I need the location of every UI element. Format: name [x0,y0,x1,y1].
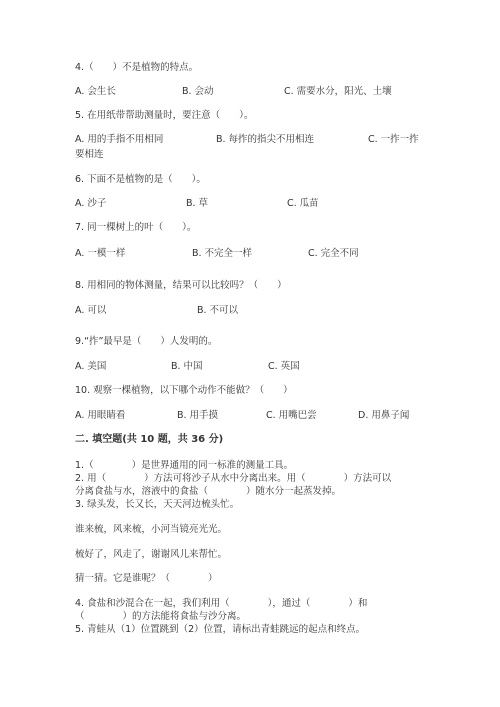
fill-q3-line3: 梳好了，风走了，谢谢风儿来帮忙。 [75,549,228,560]
q4-option-b: B. 会动 [182,86,214,97]
q5-option-c-continued: 要相连 [75,149,104,160]
q8-option-a: A. 可以 [75,305,107,316]
q6-option-b: B. 草 [186,198,209,209]
q7-option-b: B. 不完全一样 [192,248,253,259]
q9-option-b: B. 中国 [171,361,203,372]
q5-option-a: A. 用的手指不用相同 [75,134,164,145]
q10-option-a: A. 用眼睛看 [75,410,126,421]
q4-stem: 4.（ ）不是植物的特点。 [75,62,199,73]
q6-option-c: C. 瓜苗 [287,198,319,209]
fill-q3-line4: 猜一猜。它是谁呢？（ ） [75,573,218,584]
fill-q3-line1: 3. 绿头发，长又长，天天河边梳头忙。 [75,499,240,510]
fill-q4-line1: 4. 食盐和沙混合在一起，我们利用（ ），通过（ ）和 [75,598,368,609]
q10-stem: 10. 观察一棵植物，以下哪个动作不能做？（ ） [75,385,293,396]
fill-q2-line2: 分离食盐与水，溶液中的食盐（ ）随水分一起蒸发掉。 [75,486,342,497]
q6-stem: 6. 下面不是植物的是（ ）。 [75,174,206,185]
q9-option-a: A. 美国 [75,361,107,372]
q10-option-c: C. 用嘴巴尝 [266,410,317,421]
q8-stem: 8. 用相同的物体测量，结果可以比较吗？（ ） [75,280,287,291]
q7-option-a: A. 一模一样 [75,248,126,259]
q5-option-b: B. 每拃的指尖不用相连 [216,134,315,145]
q9-stem: 9.“拃”最早是（ ）人发明的。 [75,336,218,347]
q5-stem: 5. 在用纸带帮助测量时，要注意（ ）。 [75,110,254,121]
fill-q3-line2: 谁来梳，风来梳，小河当镜亮光光。 [75,524,228,535]
fill-q5-line1: 5. 青蛙从（1）位置跳到（2）位置，请标出青蛙跳远的起点和终点。 [75,624,366,635]
fill-q4-line2: （ ）的方法能将食盐与沙分离。 [75,611,247,622]
fill-q2-line1: 2. 用（ ）方法可将沙子从水中分离出来。用（ ）方法可以 [75,473,392,484]
q4-option-c: C. 需要水分，阳光、土壤 [284,86,392,97]
q8-option-b: B. 不可以 [197,305,239,316]
q4-option-a: A. 会生长 [75,86,116,97]
q10-option-b: B. 用手摸 [177,410,219,421]
section-2-title: 二. 填空题(共 10 题，共 36 分) [75,434,224,445]
q5-option-c: C. 一拃一拃 [368,134,419,145]
fill-q1-line1: 1.（ ）是世界通用的同一标准的测量工具。 [75,460,294,471]
q10-option-d: D. 用鼻子闻 [358,410,410,421]
q9-option-c: C. 英国 [268,361,300,372]
q7-stem: 7. 同一棵树上的叶（ ）。 [75,222,197,233]
q7-option-c: C. 完全不同 [308,248,359,259]
q6-option-a: A. 沙子 [75,198,107,209]
